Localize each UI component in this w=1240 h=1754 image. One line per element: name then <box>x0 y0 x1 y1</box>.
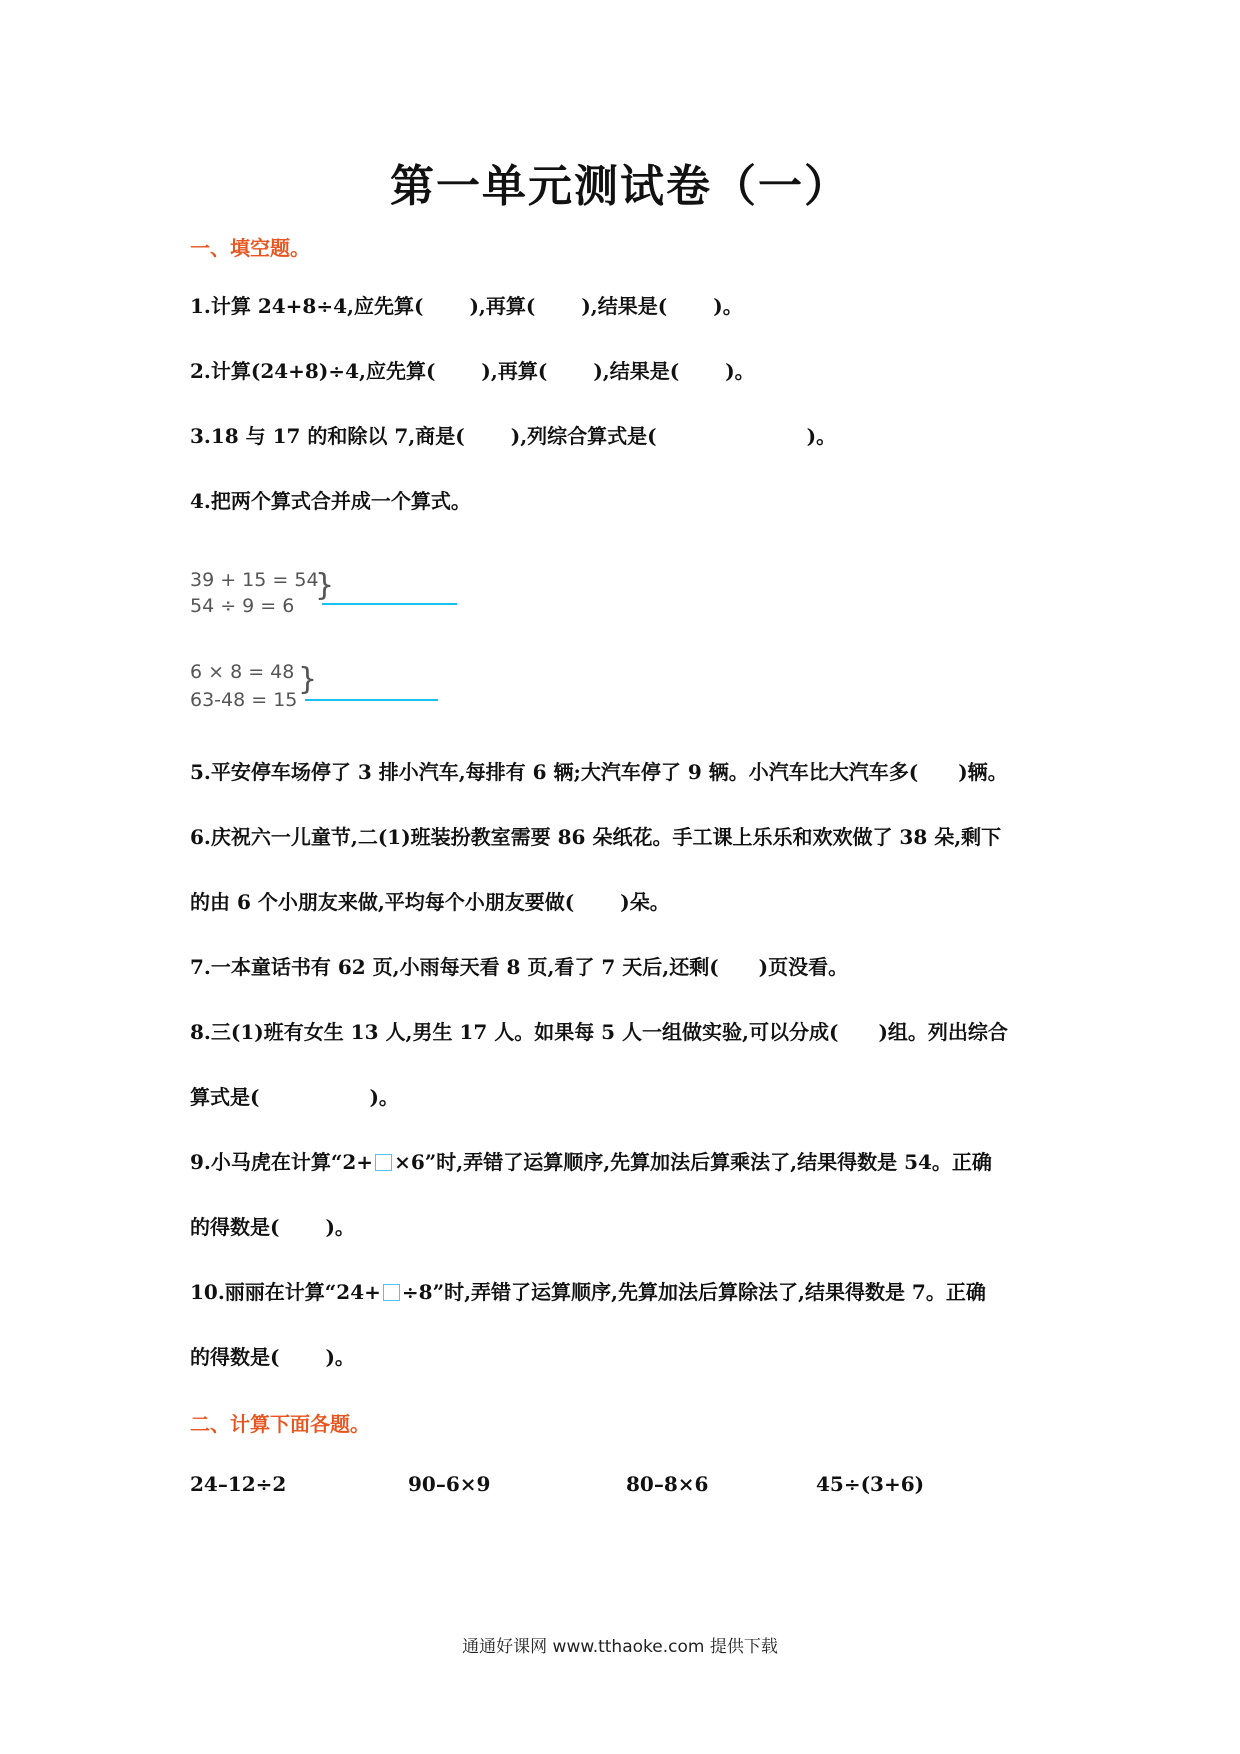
question-6-line-1: 6.庆祝六一儿童节,二(1)班装扮教室需要 86 朵纸花。手工课上乐乐和欢欢做了 38 朵,剩下 <box>190 825 1002 849</box>
question-8-line-2 <box>190 1083 399 1111</box>
q8-line1-part-a: 8.三(1)班有女生 13 人,男生 17 人。如果每 5 人一组做实验,可以分成( <box>190 1020 839 1044</box>
q9-line2-part-b: )。 <box>325 1215 355 1239</box>
calc-item-4: 45÷(3+6) <box>816 1472 925 1496</box>
q4-group1-brace-icon: } <box>315 568 335 603</box>
question-3 <box>190 422 836 450</box>
q10-line1-part-a: 10.丽丽在计算“24+ <box>190 1280 381 1304</box>
q2-part-d: )。 <box>725 359 755 383</box>
q9-line2-part-a: 的得数是( <box>190 1215 280 1239</box>
question-9-line-2 <box>190 1213 355 1241</box>
footer-source: 通通好课网 www.tthaoke.com 提供下载 <box>462 1637 778 1657</box>
q3-part-c: )。 <box>806 424 837 448</box>
question-8-line-1 <box>190 1018 1008 1046</box>
calc-item-1: 24–12÷2 <box>190 1472 287 1496</box>
section-fill-in-heading: 一、填空题。 <box>190 236 310 260</box>
q2-part-c: ),结果是( <box>593 359 680 383</box>
q10-line2-part-b: )。 <box>325 1345 355 1369</box>
q8-line2-part-b: )。 <box>369 1085 399 1109</box>
q8-line1-part-b: )组。列出综合 <box>878 1020 1008 1044</box>
q2-part-a: 2.计算(24+8)÷4,应先算( <box>190 359 436 383</box>
q10-line1-part-b: ÷8”时,弄错了运算顺序,先算加法后算除法了,结果得数是 7。正确 <box>401 1280 986 1304</box>
q9-line1-part-a: 9.小马虎在计算“2+ <box>190 1150 374 1174</box>
page-title: 第一单元测试卷（一） <box>390 161 850 212</box>
q5-part-a: 5.平安停车场停了 3 排小汽车,每排有 6 辆;大汽车停了 9 辆。小汽车比大汽车多( <box>190 760 919 784</box>
q1-part-d: )。 <box>713 294 743 318</box>
question-10-line-1 <box>190 1278 986 1306</box>
q1-part-a: 1.计算 24+8÷4,应先算( <box>190 294 424 318</box>
q1-part-b: ),再算( <box>469 294 536 318</box>
question-9-line-1 <box>190 1148 992 1176</box>
q6-line2-part-b: )朵。 <box>620 890 670 914</box>
q3-part-b: ),列综合算式是( <box>510 424 657 448</box>
q4-group2-brace-icon: } <box>298 662 318 697</box>
q4-group1-equation-2: 54 ÷ 9 = 6 <box>190 595 295 617</box>
question-5 <box>190 758 1008 786</box>
question-4: 4.把两个算式合并成一个算式。 <box>190 489 471 513</box>
question-7 <box>190 953 848 981</box>
q2-part-b: ),再算( <box>481 359 548 383</box>
q7-part-a: 7.一本童话书有 62 页,小雨每天看 8 页,看了 7 天后,还剩( <box>190 955 719 979</box>
q3-part-a: 3.18 与 17 的和除以 7,商是( <box>190 424 465 448</box>
q8-line2-part-a: 算式是( <box>190 1085 260 1109</box>
calc-item-3: 80–8×6 <box>626 1472 709 1496</box>
q6-line2-part-a: 的由 6 个小朋友来做,平均每个小朋友要做( <box>190 890 575 914</box>
q4-group2-answer-line <box>305 699 438 701</box>
blank-box-icon <box>383 1284 400 1301</box>
q4-group2-equation-1: 6 × 8 = 48 <box>190 661 295 683</box>
q4-group1-answer-line <box>322 603 457 605</box>
q4-group1-equation-1: 39 + 15 = 54 <box>190 569 319 591</box>
blank-box-icon <box>375 1154 392 1171</box>
calc-item-2: 90–6×9 <box>408 1472 491 1496</box>
q5-part-b: )辆。 <box>958 760 1008 784</box>
question-2 <box>190 357 755 385</box>
question-1 <box>190 292 743 320</box>
section-calculation-heading: 二、计算下面各题。 <box>190 1412 370 1436</box>
q7-part-b: )页没看。 <box>758 955 849 979</box>
question-10-line-2 <box>190 1343 355 1371</box>
q4-group2-equation-2: 63-48 = 15 <box>190 689 298 711</box>
q10-line2-part-a: 的得数是( <box>190 1345 280 1369</box>
q1-part-c: ),结果是( <box>581 294 668 318</box>
question-6-line-2 <box>190 888 670 916</box>
q9-line1-part-b: ×6”时,弄错了运算顺序,先算加法后算乘法了,结果得数是 54。正确 <box>394 1150 992 1174</box>
